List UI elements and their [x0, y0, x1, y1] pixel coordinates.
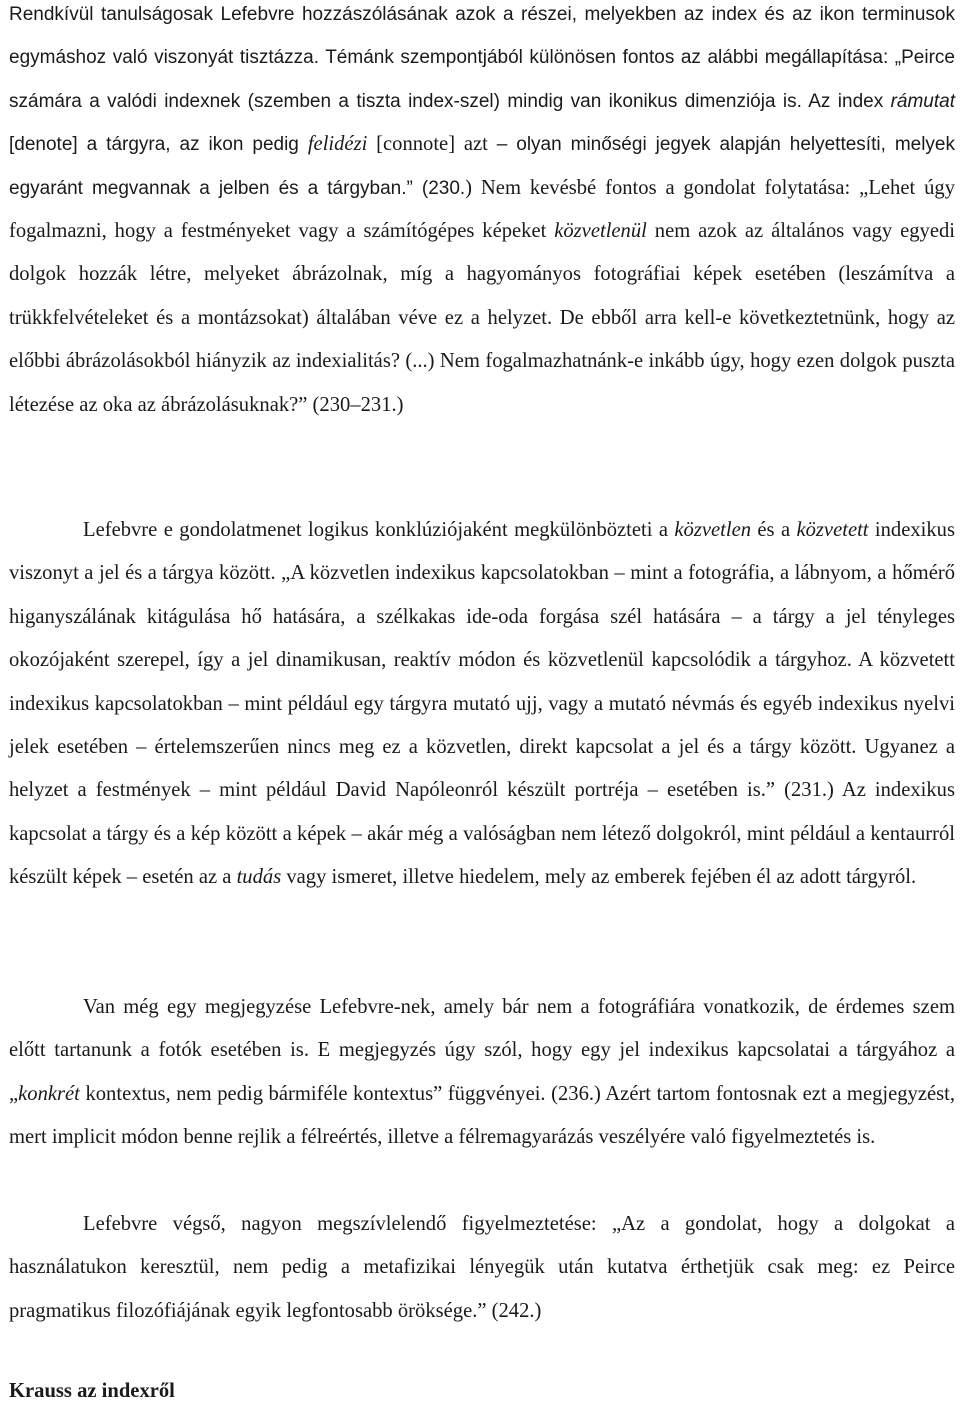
text-run: [connote] azt — [367, 133, 497, 156]
section-heading: Krauss az indexről — [9, 1380, 175, 1402]
text-run-italic: felidézi — [307, 133, 368, 156]
text-run: indexikus viszonyt a jel és a tárgya között. „A közvetlen indexikus kapcsolatokban – mint a fotográfia, a lábnyom, a hőmérő higanyszálának kitágulása hő hatására, a szélkakas ide-oda forgása szél hatására – a tárgy a jel tényleges okozójaként szerepel, így a jel dinamikusan, reaktív módon és közvetlenül kapcsolódik a tárgyhoz. A közvetett indexikus kapcsolatokban – mint például egy tárgyra mutató ujj, vagy a mutató névmás és egyéb indexikus nyelvi jelek esetében – értelemszerűen nincs meg ez a közvetlen, direkt kapcsolat a jel és a tárgy között. Ugyanez a helyzet a festmények – mint például David Napóleonról készült portréja – esetében is.” (231.) Az indexikus kapcsolat a tárgy és a kép között a képek – akár még a valóságban nem létező dolgokról, mint például a kentaurról készült képek – esetén az a — [9, 519, 955, 889]
text-run-italic: tudás — [236, 866, 282, 889]
text-run: [denote] a tárgyra, az ikon pedig — [9, 134, 308, 156]
paragraph-1 — [9, 0, 955, 427]
text-run: nem azok az általános vagy egyedi dolgok hozzák létre, melyeket ábrázolnak, míg a hagyományos fotográfiai képek esetében (leszámítva a trükkfelvételeket és a montázsokat) általában véve ez a helyzet. De ebből arra kell-e következtetnünk, hogy az előbbi ábrázolásokból hiányzik az indexialitás? (...) Nem fogalmazhatnánk-e inkább úgy, hogy ezen dolgok puszta létezése az oka az ábrázolásuknak?” (230–231.) — [9, 220, 955, 416]
paragraph-2 — [9, 509, 955, 900]
text-run: ) Nem kevésbé fontos a gondolat folytatása: „Lehet úgy fogalmazni, hogy a festményeket vagy a számítógépes képeket — [9, 176, 955, 243]
text-run-italic: közvetett — [796, 519, 869, 541]
text-run: vagy ismeret, illetve hiedelem, mely az emberek fejében él az adott tárgyról. — [281, 866, 917, 889]
paragraph-3 — [9, 986, 955, 1160]
text-run: – olyan minőségi jegyek alapján helyettesíti, melyek egyaránt megvannak a jelben és a tárgyban.” (230. — [9, 134, 955, 199]
text-run-italic: konkrét — [18, 1082, 80, 1105]
text-run: kontextus, nem pedig bármiféle kontextus” függvényei. (236.) Azért tartom fontosnak ezt a megjegyzést, mert implicit módon benne rejlik a félreértés, illetve a félremagyarázás veszélyére való figyelmeztetés is. — [9, 1082, 955, 1149]
text-run-italic: közvetlen — [674, 519, 752, 541]
text-run: Lefebvre végső, nagyon megszívlelendő figyelmeztetése: „Az a gondolat, hogy a dolgokat a használatukon keresztül, nem pedig a metafizikai lényegük után kutatva érthetjük csak meg: ez Peirce pragmatikus filozófiájának egyik legfontosabb öröksége.” (242.) — [9, 1213, 955, 1322]
text-run: és a — [751, 519, 797, 541]
text-run: Lefebvre e gondolatmenet logikus konklúziójaként megkülönbözteti a — [83, 519, 675, 541]
text-run: Rendkívül tanulságosak Lefebvre hozzászólásának azok a részei, melyekben az index és az ikon terminusok egymáshoz való viszonyát tisztázza. Témánk szempontjából különösen fontos az alábbi megállapítása: „Peirce számára a valódi indexnek (szemben a tiszta index-szel) mindig van ikonikus dimenziója is. Az index — [9, 4, 955, 112]
text-run-italic: rámutat — [890, 90, 955, 112]
text-run: Van még egy megjegyzése Lefebvre-nek, amely bár nem a fotográfiára vonatkozik, de érdemes szem előtt tartanunk a fotók esetében is. E megjegyzés úgy szól, hogy egy jel indexikus kapcsolatai a tárgyához a „ — [9, 996, 955, 1105]
paragraph-4 — [9, 1203, 955, 1333]
text-run-italic: közvetlenül — [554, 220, 647, 243]
